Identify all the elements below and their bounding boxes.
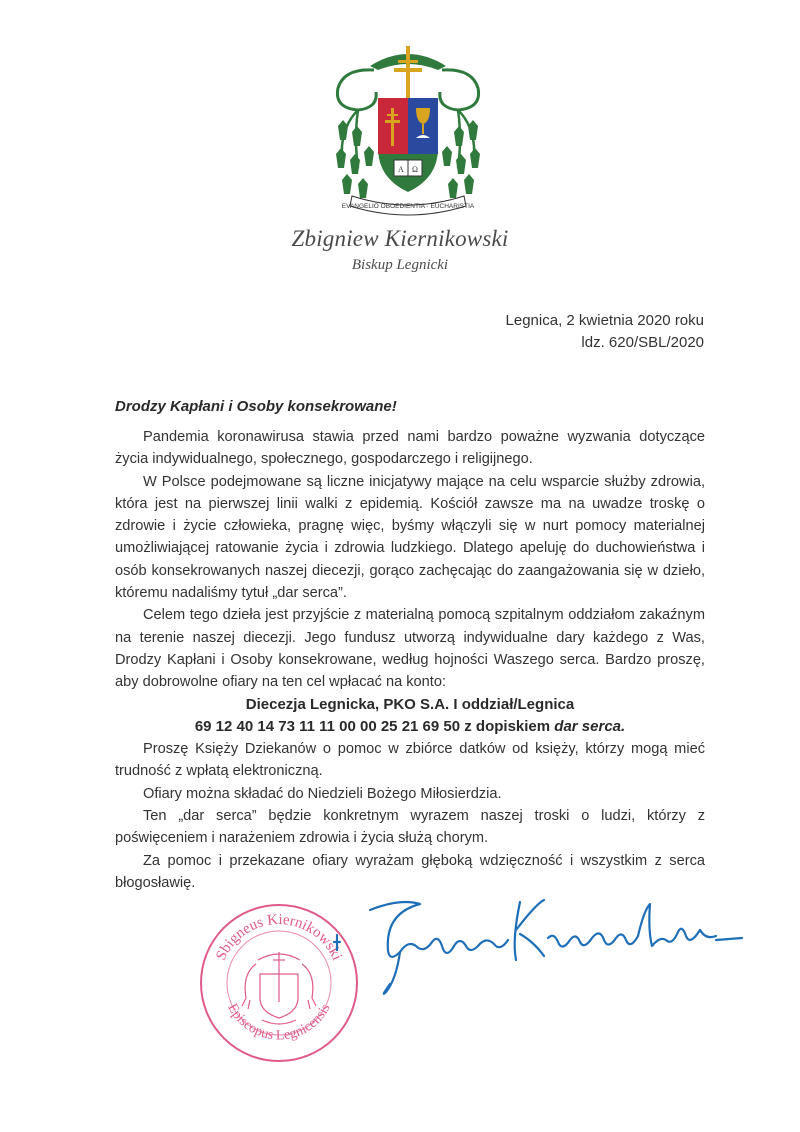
paragraph: Celem tego dzieła jest przyjście z materialną pomocą szpitalnym oddziałom zakaźnym na terenie naszej diecezji. Jego fundusz utworzą indywidualne dary każdego z Was, Drodzy Kapłani i Osoby konsekrowane, według hojności Waszego serca. Bardzo proszę, aby dobrowolne ofiary na ten cel wpłacać na konto: [115,607,705,691]
signature-icon [330,880,750,1000]
author-title: Biskup Legnicki [351,257,449,273]
paragraph: Proszę Księży Dziekanów o pomoc w zbiórce datków od księży, którzy mogą mieć trudność z wpłatą elektroniczną. [115,741,705,780]
motto-text: EVANGELIO OBOEDIENTIA · EUCHARISTIA [341,203,475,210]
svg-text:Ω: Ω [412,165,418,174]
place-date: Legnica, 2 kwietnia 2020 roku [505,312,704,329]
paragraph: Pandemia koronawirusa stawia przed nami bardzo poważne wyzwania dotyczące życia indywidualnego, społecznego, gospodarczego i religijnego. [115,429,705,468]
salutation: Drodzy Kapłani i Osoby konsekrowane! [115,398,397,415]
svg-text:Episcopus Legnicensis [224,1001,333,1043]
seal-top-text: Sbigneus Kiernikowski [213,911,345,963]
paragraph: Ten „dar serca” będzie konkretnym wyrazem naszej troski o ludzi, którzy z poświęceniem i narażeniem zdrowia i życia służą chorym. [115,808,705,847]
coat-of-arms-icon [318,28,498,226]
reference-number: ldz. 620/SBL/2020 [581,334,704,351]
seal-bottom-text: Episcopus Legnicensis [224,1001,334,1044]
bank-account-line [115,716,705,738]
bank-account-block [115,694,705,739]
paragraph: Ofiary można składać do Niedzieli Bożego Miłosierdzia. [143,785,502,802]
paragraph: Za pomoc i przekazane ofiary wyrażam głęboką wdzięczność i wszystkim z serca błogosławię. [115,852,705,891]
author-name: Zbigniew Kiernikowski [291,226,509,251]
paragraph: W Polsce podejmowane są liczne inicjatywy mające na celu wsparcie służby zdrowia, która jest na pierwszej linii walki z epidemią. Kościół zawsze ma na uwadze troskę o zdrowie i życie człowieka, pragnę więc, byśmy włączyli się w nurt pomocy materialnej umożliwiającej ratowanie życia i zdrowia ludzkiego. Dlatego apeluję do duchowieństwa i osób konsekrowanych naszej diecezji, gorąco zachęcając do zaangażowania się w dzieło, któremu nadaliśmy tytuł „dar serca”. [115,473,705,602]
transfer-note: dar serca. [554,717,626,735]
svg-text:A: A [398,165,404,174]
letter-body [115,426,705,894]
bank-account-number: 69 12 40 14 73 11 11 00 00 25 21 69 50 z dopiskiem [194,717,551,735]
bank-name: Diecezja Legnicka, PKO S.A. I oddział/Legnica [245,695,575,713]
